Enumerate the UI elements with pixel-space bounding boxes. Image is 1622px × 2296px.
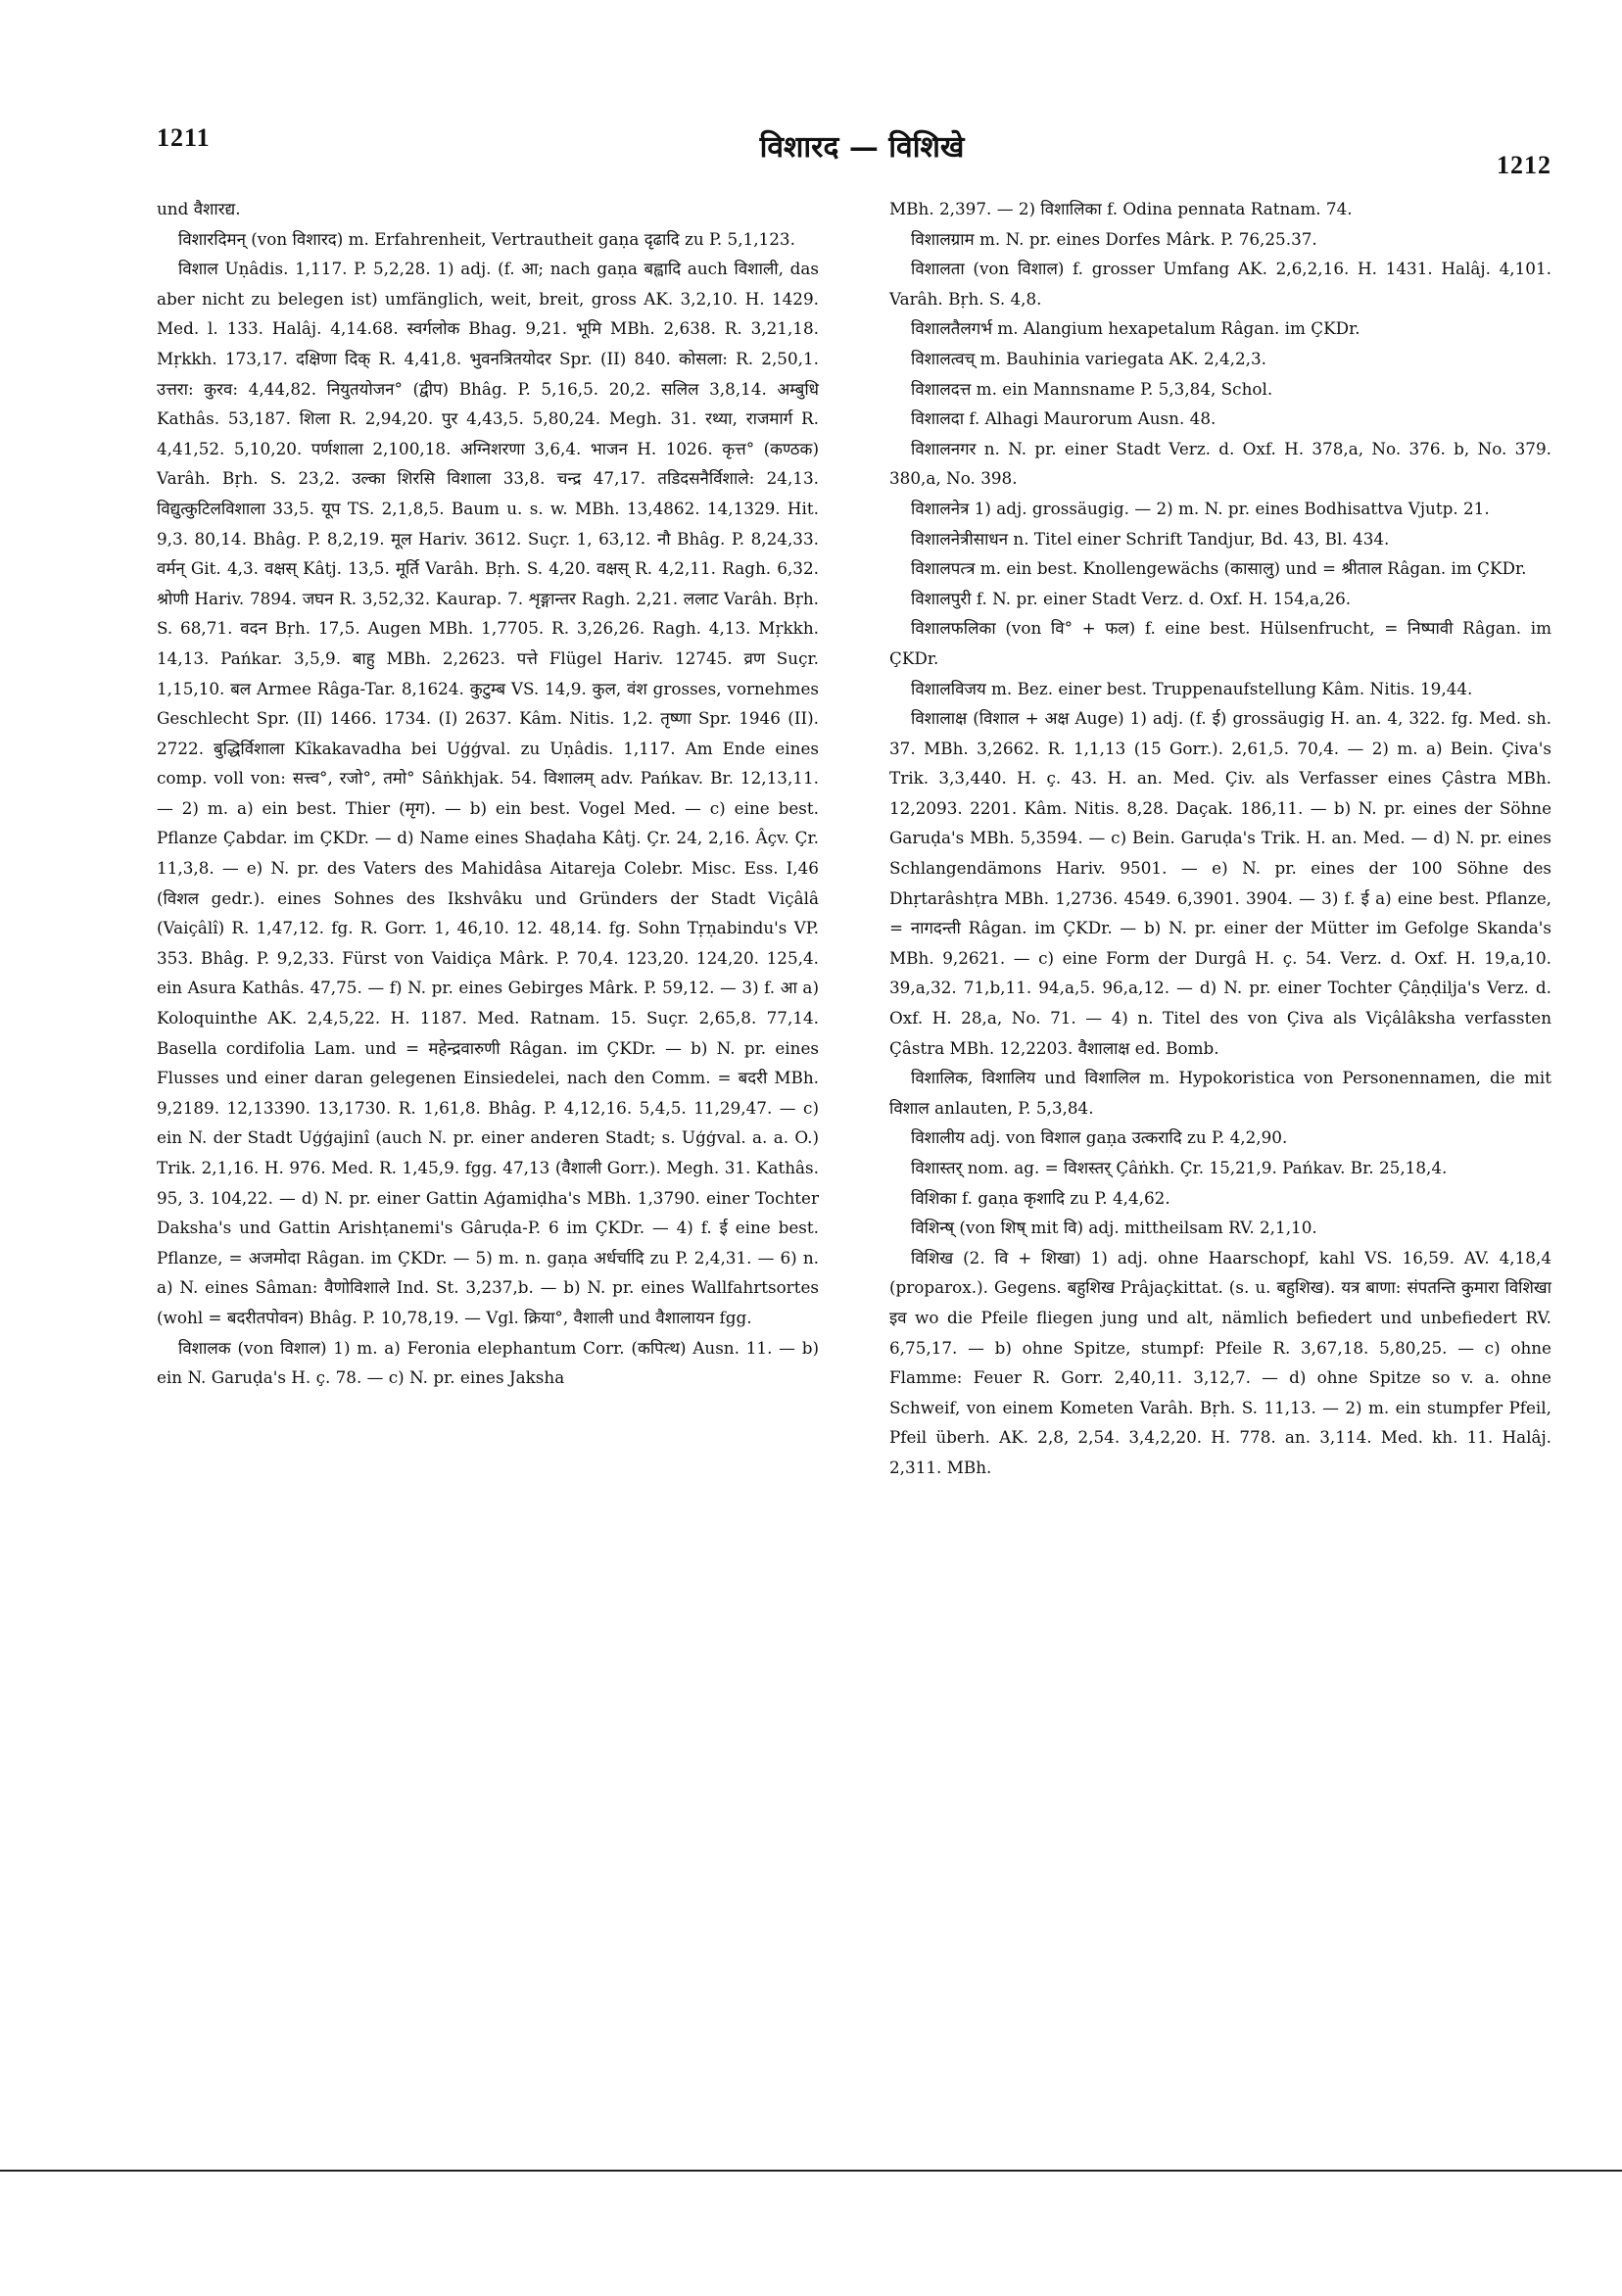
dictionary-entry: विशालता (von विशाल) f. grosser Umfang AK. 2,6,2,16. H. 1431. Halâj. 4,101. Varâh. Bṛh. S. 4,8. xyxy=(889,259,1551,309)
page-number-left: 1211 xyxy=(157,123,211,152)
running-head: विशारद — विशिखे xyxy=(759,130,965,165)
dictionary-entry: विशालनेत्रीसाधन n. Titel einer Schrift Tandjur, Bd. 43, Bl. 434. xyxy=(911,528,1390,549)
dictionary-entry: विशालत्वच् m. Bauhinia variegata AK. 2,4,2,3. xyxy=(911,348,1266,368)
right-column xyxy=(889,194,1551,1483)
dictionary-entry: विशाल Uṇâdis. 1,117. P. 5,2,28. 1) adj. (f. आ; nach gaṇa बह्वादि auch विशाली, das aber nicht zu belegen ist) umfänglich, weit, breit, gross AK. 3,2,10. H. 1429. Med. l. 133. Halâj. 4,14.68. स्वर्गलोक Bhag. 9,21. भूमि MBh. 2,638. R. 3,21,18. Mṛkkh. 173,17. दक्षिणा दिक् R. 4,41,8. भुवनत्रितयोदर Spr. (II) 840. कोसला: R. 2,50,1. उत्तरा: कुरव: 4,44,82. नियुतयोजन° (द्वीप) Bhâg. P. 5,16,5. 20,2. सलिल 3,8,14. अम्बुधि Kathâs. 53,187. शिला R. 2,94,20. पुर 4,43,5. 5,80,24. Megh. 31. रथ्या, राजमार्ग R. 4,41,52. 5,10,20. पर्णशाला 2,100,18. अग्निशरणा 3,6,4. भाजन H. 1026. कृत्त° (कण्ठक) Varâh. Bṛh. S. 23,2. उल्का शिरसि विशाला 33,8. चन्द्र 47,17. तडिदसनैर्विशाले: 24,13. विद्युत्कुटिलविशाला 33,5. यूप TS. 2,1,8,5. Baum u. s. w. MBh. 13,4862. 14,1329. Hit. 9,3. 80,14. Bhâg. P. 8,2,19. मूल Hariv. 3612. Suçr. 1, 63,12. नौ Bhâg. P. 8,24,33. वर्मन् Git. 4,3. वक्षस् Kâtj. 13,5. मूर्ति Varâh. Bṛh. S. 4,20. वक्षस् R. 4,2,11. Ragh. 6,32. श्रोणी Hariv. 7894. जघन R. 3,52,32. Kaurap. 7. शृङ्गान्तर Ragh. 2,21. ललाट Varâh. Bṛh. S. 68,71. वदन Bṛh. 17,5. Augen MBh. 1,7705. R. 3,26,26. Ragh. 4,13. Mṛkkh. 14,13. Pańkar. 3,5,9. बाहु MBh. 2,2623. पत्ते Flügel Hariv. 12745. व्रण Suçr. 1,15,10. बल Armee Râga-Tar. 8,1624. कुटुम्ब VS. 14,9. कुल, वंश grosses, vornehmes Geschlecht Spr. (II) 1466. 1734. (I) 2637. Kâm. Nitis. 1,2. तृष्णा Spr. 1946 (II). 2722. बुद्धिर्विशाला Kîkakavadha bei Uģģval. zu Uṇâdis. 1,117. Am Ende eines comp. voll von: सत्त्व°, रजो°, तमो° Sâṅkhjak. 54. विशालम् adv. Pańkav. Br. 12,13,11. — 2) m. a) ein best. Thier (मृग). — b) ein best. Vogel Med. — c) eine best. Pflanze Çabdar. im ÇKDr. — d) Name eines Shaḍaha Kâtj. Çr. 24, 2,16. Âçv. Çr. 11,3,8. — e) N. pr. des Vaters des Mahidâsa Aitareja Colebr. Misc. Ess. I,46 (विशल gedr.). eines Sohnes des Ikshvâku und Gründers der Stadt Viçâlâ (Vaiçâlî) R. 1,47,12. fg. R. Gorr. 1, 46,10. 12. 48,14. fg. Sohn Tṛṇabindu's VP. 353. Bhâg. P. 9,2,33. Fürst von Vaidiça Mârk. P. 70,4. 123,20. 124,20. 125,4. ein Asura Kathâs. 47,75. — f) N. pr. eines Gebirges Mârk. P. 59,12. — 3) f. आ a) Koloquinthe AK. 2,4,5,22. H. 1187. Med. Ratnam. 15. Suçr. 2,65,8. 77,14. Basella cordifolia Lam. und = महेन्द्रवारुणी Râgan. im ÇKDr. — b) N. pr. eines Flusses und einer daran gelegenen Einsiedelei, nach den Comm. = बदरी MBh. 9,2189. 12,13390. 13,1730. R. 1,61,8. Bhâg. P. 4,12,16. 5,4,5. 11,29,47. — c) ein N. der Stadt Uģģajinî (auch N. pr. einer anderen Stadt; s. Uģģval. a. a. O.) Trik. 2,1,16. H. 976. Med. R. 1,45,9. fgg. 47,13 (वैशाली Gorr.). Megh. 31. Kathâs. 95, 3. 104,22. — d) N. pr. einer Gattin Aģamiḍha's MBh. 1,3790. einer Tochter Daksha's und Gattin Arishṭanemi's Gâruḍa-P. 6 im ÇKDr. — 4) f. ई eine best. Pflanze, = अजमोदा Râgan. im ÇKDr. — 5) m. n. gaṇa अर्धर्चादि zu P. 2,4,31. — 6) n. a) N. eines Sâman: वैणोविशाले Ind. St. 3,237,b. — b) N. pr. eines Wallfahrtsortes (wohl = बदरीतपोवन) Bhâg. P. 10,78,19. — Vgl. क्रिया°, वैशाली und वैशालायन fgg. xyxy=(157,259,819,1327)
dictionary-entry: विशालग्राम m. N. pr. eines Dorfes Mârk. P. 76,25.37. xyxy=(911,228,1317,249)
dictionary-entry: विशिका f. gaṇa कृशादि zu P. 4,4,62. xyxy=(911,1187,1170,1208)
bottom-rule xyxy=(0,2170,1622,2172)
dictionary-entry: विशालनेत्र 1) adj. grossäugig. — 2) m. N. pr. eines Bodhisattva Vjutp. 21. xyxy=(911,498,1490,518)
dictionary-entry: विशालफलिका (von वि° + फल) f. eine best. Hülsenfrucht, = निष्पावी Râgan. im ÇKDr. xyxy=(889,618,1551,668)
page-number-right: 1212 xyxy=(1497,151,1551,179)
dictionary-entry: विशिख (2. वि + शिखा) 1) adj. ohne Haarschopf, kahl VS. 16,59. AV. 4,18,4 (proparox.). Gegens. बहुशिख Prâjaçkittat. (s. u. बहुशिख). यत्र बाणा: संपतन्ति कुमारा विशिखा इव wo die Pfeile fliegen jung und alt, nämlich befiedert und unbefiedert RV. 6,75,17. — b) ohne Spitze, stumpf: Pfeile R. 3,67,18. 5,80,25. — c) ohne Flamme: Feuer R. Gorr. 2,40,11. 3,12,7. — d) ohne Spitze so v. a. ohne Schweif, von einem Kometen Varâh. Bṛh. S. 11,13. — 2) m. ein stumpfer Pfeil, Pfeil überh. AK. 2,8, 2,54. 3,4,2,20. H. 778. an. 3,114. Med. kh. 11. Halâj. 2,311. MBh. xyxy=(889,1247,1551,1477)
dictionary-entry: विशारदिमन् (von विशारद) m. Erfahrenheit, Vertrautheit gaṇa दृढादि zu P. 5,1,123. xyxy=(178,228,795,249)
dictionary-entry: विशालीय adj. von विशाल gaṇa उत्करादि zu P. 4,2,90. xyxy=(911,1127,1288,1148)
continuation-line: und वैशारद्य. xyxy=(157,199,241,218)
dictionary-entry: विशालाक्ष (विशाल + अक्ष Auge) 1) adj. (f. ई) grossäugig H. an. 4, 322. fg. Med. sh. 37. MBh. 3,2662. R. 1,1,13 (15 Gorr.). 2,61,5. 70,4. — 2) m. a) Bein. Çiva's Trik. 3,3,440. H. ç. 43. H. an. Med. Çiv. als Verfasser eines Çâstra MBh. 12,2093. 2201. Kâm. Nitis. 8,28. Daçak. 186,11. — b) N. pr. eines der Söhne Garuḍa's MBh. 5,3594. — c) Bein. Garuḍa's Trik. H. an. Med. — d) N. pr. eines Schlangendämons Hariv. 9501. — e) N. pr. eines der 100 Söhne des Dhṛtarâshṭra MBh. 1,2736. 4549. 6,3901. 3904. — 3) f. ई a) eine best. Pflanze, = नागदन्ती Râgan. im ÇKDr. — b) N. pr. einer der Mütter im Gefolge Skanda's MBh. 9,2621. — c) eine Form der Durgâ H. ç. 54. Verz. d. Oxf. H. 19,a,10. 39,a,32. 71,b,11. 94,a,5. 96,a,12. — d) N. pr. einer Tochter Çâṇḍilja's Verz. d. Oxf. H. 28,a, No. 71. — 4) n. Titel des von Çiva als Viçâlâksha verfassten Çâstra MBh. 12,2203. वैशालाक्ष ed. Bomb. xyxy=(889,708,1551,1058)
dictionary-entry: विशास्तर् nom. ag. = विशस्तर् Çâṅkh. Çr. 15,21,9. Pańkav. Br. 25,18,4. xyxy=(911,1158,1448,1177)
dictionary-entry: विशालनगर n. N. pr. einer Stadt Verz. d. Oxf. H. 378,a, No. 376. b, No. 379. 380,a, No. 398. xyxy=(889,438,1551,489)
dictionary-entry: विशालपुरी f. N. pr. einer Stadt Verz. d. Oxf. H. 154,a,26. xyxy=(911,588,1352,608)
left-column xyxy=(157,194,819,1393)
dictionary-entry: विशालदत्त m. ein Mannsname P. 5,3,84, Schol. xyxy=(911,378,1273,399)
dictionary-entry: विशिन्ष् (von शिष् mit वि) adj. mittheilsam RV. 2,1,10. xyxy=(911,1218,1317,1238)
dictionary-entry: विशालक (von विशाल) 1) m. a) Feronia elephantum Corr. (कपित्थ) Ausn. 11. — b) ein N. Garuḍa's H. ç. 78. — c) N. pr. eines Jaksha xyxy=(157,1337,819,1388)
dictionary-entry: विशालिक, विशालिय und विशालिल m. Hypokoristica von Personennamen, die mit विशाल anlauten, P. 5,3,84. xyxy=(889,1068,1551,1118)
dictionary-entry: विशालदा f. Alhagi Maurorum Ausn. 48. xyxy=(911,408,1216,429)
continuation-line: MBh. 2,397. — 2) विशालिका f. Odina pennata Ratnam. 74. xyxy=(889,199,1353,218)
dictionary-entry: विशालपत्त्र m. ein best. Knollengewächs (कासालु) und = श्रीताल Râgan. im ÇKDr. xyxy=(911,558,1527,579)
dictionary-entry: विशालविजय m. Bez. einer best. Truppenaufstellung Kâm. Nitis. 19,44. xyxy=(911,678,1473,698)
dictionary-entry: विशालतैलगर्भ m. Alangium hexapetalum Râgan. im ÇKDr. xyxy=(911,318,1360,339)
